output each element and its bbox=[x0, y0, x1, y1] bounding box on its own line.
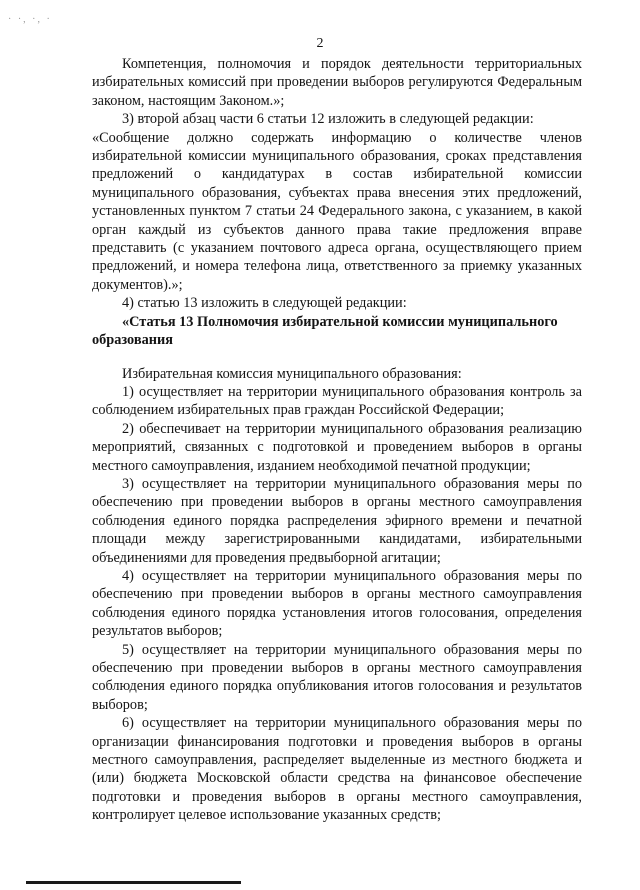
document-body bbox=[92, 55, 582, 825]
paragraph-item-3: 3) второй абзац части 6 статьи 12 изложить в следующей редакции: bbox=[122, 111, 534, 128]
paragraph-competence: Компетенция, полномочия и порядок деятельности территориальных избирательных комиссий при проведении выборов регулируются Федеральным законом, настоящим Законом.»; bbox=[92, 56, 582, 109]
power-item-5: 5) осуществляет на территории муниципального образования меры по обеспечению при проведении выборов в органы местного самоуправления соблюдения единого порядка опубликования итогов голосования и результатов выборов; bbox=[92, 641, 582, 713]
paragraph-message-text: «Сообщение должно содержать информацию о количестве членов избирательной комиссии муниципального образования, сроках представления предложений о кандидатурах в состав избирательной комиссии муниципального образования, субъектах права внесения этих предложений, установленных пунктом 7 статьи 24 Федерального закона, с указанием, в какой орган каждый из субъектов данного права такие предложения вправе представить (с указанием почтового адреса органа, осуществляющего прием предложений, и номера телефона лица, ответственного за приемку указанных документов).»; bbox=[92, 129, 582, 293]
paragraph-item-4: 4) статью 13 изложить в следующей редакции: bbox=[122, 295, 407, 312]
power-item-4: 4) осуществляет на территории муниципального образования меры по обеспечению при проведении выборов в органы местного самоуправления соблюдения единого порядка установления итогов голосования, определения результатов выборов; bbox=[92, 567, 582, 640]
page-number: 2 bbox=[316, 36, 324, 51]
power-item-3: 3) осуществляет на территории муниципального образования меры по обеспечению при проведении выборов в органы местного самоуправления соблюдения единого порядка распределения эфирного времени и печатной площади между зарегистрированными кандидатами, избирательными объединениями для проведения предвыборной агитации; bbox=[92, 475, 582, 566]
article-13-heading: «Статья 13 Полномочия избирательной комиссии муниципального образования bbox=[92, 313, 558, 349]
scan-artifact: · ·, ·, · bbox=[8, 14, 52, 25]
power-item-2: 2) обеспечивает на территории муниципального образования реализацию мероприятий, связанных с подготовкой и проведением выборов в органы местного самоуправления, изданием необходимой печатной продукции; bbox=[92, 420, 582, 474]
power-item-6: 6) осуществляет на территории муниципального образования меры по организации финансирования подготовки и проведения выборов в органы местного самоуправления, распределяет выделенные из местного бюджета и (или) бюджета Московской области средства на финансовое обеспечение подготовки и проведения выборов в органы местного самоуправления, контролирует целевое использование указанных средств; bbox=[92, 715, 582, 824]
article-intro: Избирательная комиссия муниципального образования: bbox=[122, 365, 462, 382]
bottom-scan-edge bbox=[26, 881, 241, 884]
spacer bbox=[92, 350, 582, 365]
power-item-1: 1) осуществляет на территории муниципального образования контроль за соблюдением избирательных прав граждан Российской Федерации; bbox=[92, 383, 582, 419]
